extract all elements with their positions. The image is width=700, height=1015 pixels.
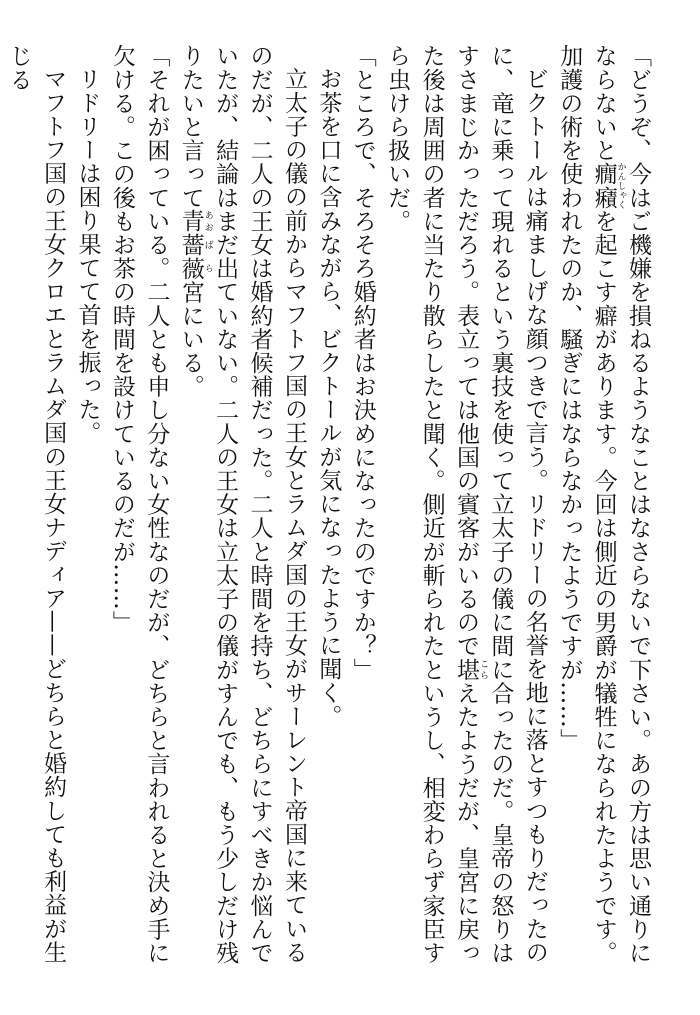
text-run: を起こす癖があります。今回は側近の男爵が犠牲になられたようです。加護の術を使われたのか、騒ぎにはならなかったようですが……」 bbox=[556, 44, 617, 965]
ruby-base: 癇癪 bbox=[590, 162, 617, 210]
text-run: 宮にいる。 bbox=[177, 280, 204, 399]
text-run: 「どうぞ、今はご機嫌を損ねるようなことはなさらないで下さい。あの方は思い通りにならないと bbox=[590, 44, 651, 965]
ruby-reading: かんしゃく bbox=[615, 162, 626, 210]
ruby-base: 堪 bbox=[452, 657, 479, 682]
ruby-reading: ばら bbox=[202, 232, 213, 281]
text-run: 「ところで、そろそろ婚約者はお決めになったのですか？」 bbox=[349, 44, 376, 682]
ruby-annotation bbox=[177, 232, 213, 281]
text-run: ビクトールは痛ましげな顔つきで言う。リドリーの名誉を地に落とすつもりだったのに、竜に乗って現れるという裏技を使って立太子の儀に間に合ったのだ。皇帝の怒りはすさまじかっただろう。表立っては他国の賓客がいるので bbox=[452, 44, 548, 965]
text-run: リドリーは困り果てて首を振った。 bbox=[74, 67, 101, 445]
ruby-annotation bbox=[452, 657, 488, 682]
text-run: えたようだが、皇宮に戻った後は周囲の者に当たり散らしたと聞く。側近が斬られたというし、相変わらず家臣すら虫けら扱いだ。 bbox=[384, 44, 479, 965]
text-run: 立太子の儀の前からマフトフ国の王女とラムダ国の王女がサーレント帝国に来ているのだが、二人の王女は婚約者候補だった。二人と時間を持ち、どちらにすべきか悩んでいたが、結論はまだ出ていない。二人の王女は立太子の儀がすんでも、もう少しだけ残りたいと言って bbox=[177, 44, 307, 965]
ruby-base: 薔薇 bbox=[177, 232, 204, 281]
text-run: 「それが困っている。二人とも申し分ない女性なのだが、どちらと言われると決め手に欠ける。この後もお茶の時間を設けているのだが……」 bbox=[108, 44, 170, 965]
ruby-annotation bbox=[177, 209, 213, 233]
text-run: お茶を口に含みながら、ビクトールが気になったように聞く。 bbox=[315, 67, 342, 728]
paragraph bbox=[1, 44, 70, 984]
paragraph bbox=[70, 44, 104, 984]
ruby-base: 青 bbox=[177, 209, 204, 233]
paragraph bbox=[105, 44, 174, 984]
paragraph bbox=[380, 44, 552, 984]
paragraph bbox=[552, 44, 655, 984]
text-run: マフトフ国の王女クロエとラムダ国の王女ナディア——どちらと婚約しても利益が生じる bbox=[5, 44, 67, 964]
paragraph bbox=[173, 44, 311, 984]
paragraph bbox=[345, 44, 379, 984]
vertical-text-body bbox=[5, 44, 655, 984]
ruby-reading: こら bbox=[477, 657, 488, 682]
paragraph bbox=[311, 44, 345, 984]
ruby-annotation bbox=[590, 162, 626, 210]
ruby-reading: あお bbox=[202, 209, 213, 233]
